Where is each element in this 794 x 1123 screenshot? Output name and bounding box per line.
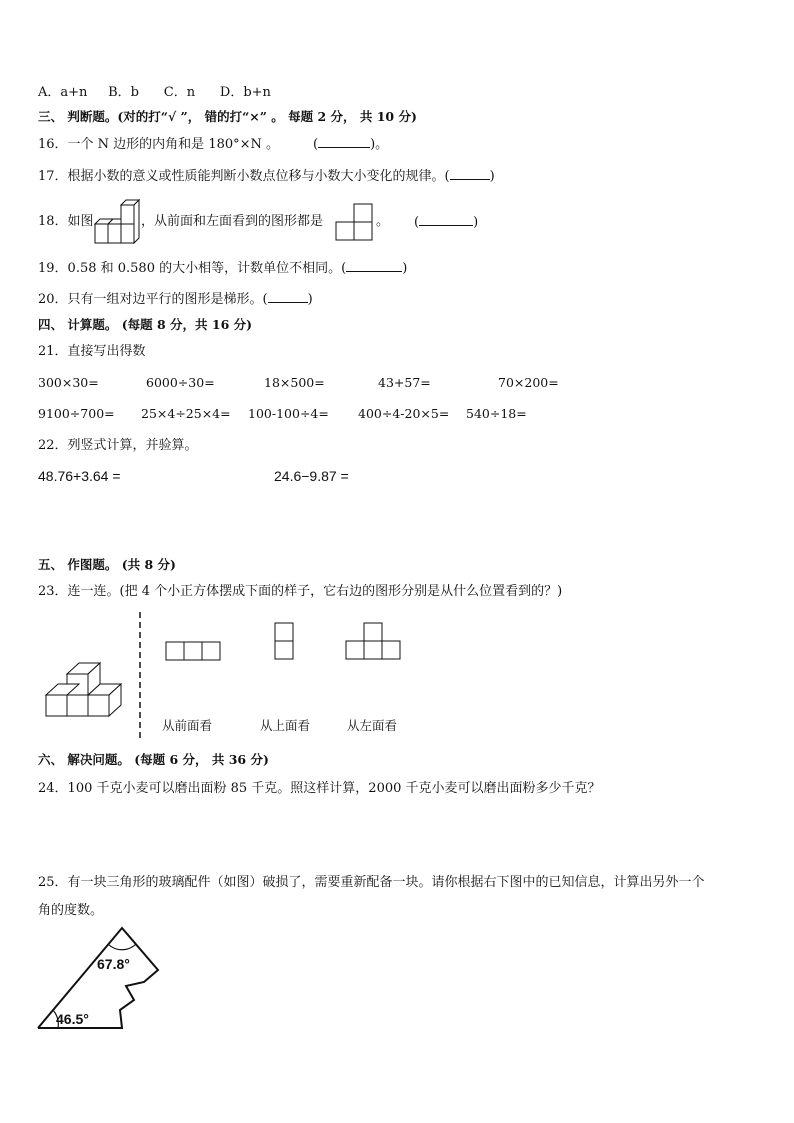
- view-figure-t-shape: [345, 622, 403, 660]
- q25-line-1: 25．有一块三角形的玻璃配件（如图）破损了，需要重新配备一块。请你根据右下图中的已知信息，计算出另外一个: [38, 875, 705, 890]
- q18-answer: [414, 213, 478, 232]
- section-5-heading: 五、 作图题。 (共 8 分): [38, 557, 176, 572]
- q22-title: 22．列竖式计算，并验算。: [38, 438, 198, 453]
- q18-paren-open: (: [414, 215, 420, 230]
- calc-item: 18×500=: [264, 375, 325, 390]
- q18-middle-text: ，从前面和左面看到的图形都是: [141, 214, 324, 229]
- q18-answer-blank[interactable]: [419, 213, 473, 226]
- q20-text: 20．只有一组对边平行的图形是梯形。(: [38, 292, 268, 307]
- calc-item: 70×200=: [498, 375, 559, 390]
- label-left-view: 从左面看: [347, 718, 398, 733]
- q16-paren-open: (: [313, 137, 319, 152]
- view-figure-row-of-three: [165, 641, 221, 661]
- view-figure-column-of-two: [274, 622, 294, 660]
- q20-answer-blank[interactable]: [268, 290, 308, 303]
- option-c: C．n: [163, 85, 196, 100]
- q18-prefix: 18．如图: [38, 214, 94, 229]
- q16-answer-blank[interactable]: [318, 135, 370, 148]
- question-17: [38, 167, 495, 186]
- option-a: A．a+n: [38, 85, 88, 100]
- calc-item: 540÷18=: [466, 406, 527, 421]
- q20-paren-close: ): [307, 292, 313, 307]
- q22-expression-2: 24.6−9.87 =: [274, 468, 349, 484]
- calc-item: 6000÷30=: [146, 375, 215, 390]
- section-3-heading: 三、 判断题。(对的打“√ ”， 错的打“×” 。 每题 2 分， 共 10 分): [38, 109, 417, 124]
- q17-answer-blank[interactable]: [450, 167, 490, 180]
- label-top-view: 从上面看: [260, 718, 311, 733]
- calc-item: 100-100÷4=: [248, 406, 329, 421]
- q19-paren-close: ): [402, 261, 408, 276]
- option-b: B．b: [108, 85, 139, 100]
- q18-suffix: 。: [376, 214, 390, 229]
- calc-item: 25×4÷25×4=: [141, 406, 231, 421]
- q19-text: 19．0.58 和 0.580 的大小相等，计数单位不相同。(: [38, 261, 347, 276]
- section-4-heading: 四、 计算题。 (每题 8 分，共 16 分): [38, 317, 253, 332]
- q18-paren-close: ): [473, 215, 479, 230]
- q15-options: [38, 84, 271, 102]
- q23-cube-stack-figure: [45, 660, 123, 718]
- q23-text: 23．连一连。(把 4 个小正方体摆成下面的样子，它右边的图形分别是从什么位置看到的？): [38, 584, 563, 599]
- angle-bottom-label: 46.5°: [56, 1011, 89, 1027]
- calc-item: 9100÷700=: [38, 406, 115, 421]
- q17-paren-close: ): [489, 169, 495, 184]
- q19-answer-blank[interactable]: [346, 259, 402, 272]
- calc-item: 400÷4-20×5=: [358, 406, 450, 421]
- q24-text: 24．100 千克小麦可以磨出面粉 85 千克。照这样计算，2000 千克小麦可以磨出面粉多少千克？: [38, 781, 601, 796]
- calc-item: 300×30=: [38, 375, 99, 390]
- q22-expression-1: 48.76+3.64 =: [38, 468, 121, 484]
- q18-view-figure: [335, 203, 375, 241]
- q16-paren-close: )。: [370, 137, 389, 152]
- q16-text: 16．一个 N 边形的内角和是 180°×N 。: [38, 137, 280, 152]
- label-front-view: 从前面看: [162, 718, 213, 733]
- broken-triangle-figure: [36, 924, 166, 1034]
- question-19: [38, 259, 407, 278]
- section-6-heading: 六、 解决问题。 (每题 6 分， 共 36 分): [38, 752, 269, 767]
- q25-line-2: 角的度数。: [38, 903, 104, 918]
- question-20: [38, 290, 313, 309]
- q21-title: 21．直接写出得数: [38, 344, 146, 359]
- question-16: [38, 135, 388, 154]
- calc-item: 43+57=: [378, 375, 431, 390]
- q18-cube-figure: [94, 197, 140, 245]
- angle-top-label: 67.8°: [97, 956, 130, 972]
- q17-text: 17．根据小数的意义或性质能判断小数点位移与小数大小变化的规律。(: [38, 169, 450, 184]
- divider-dashed-line: [138, 612, 142, 738]
- option-d: D．b+n: [219, 85, 271, 100]
